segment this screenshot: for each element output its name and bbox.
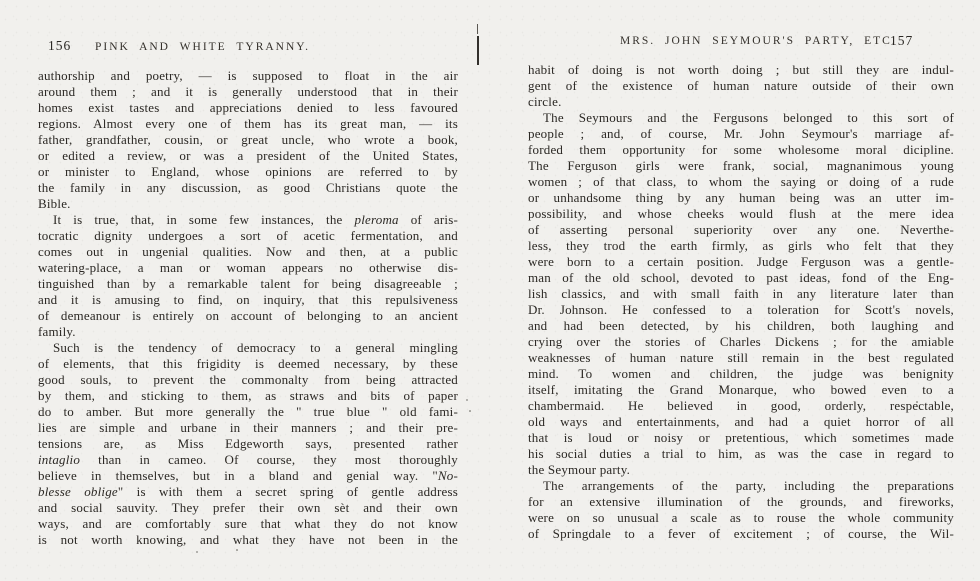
page-number: 157 (890, 33, 914, 48)
text-line: watering-place, a man or woman appears no otherwise dis- (38, 260, 458, 275)
paper-speck (469, 410, 471, 412)
text-line: were on so unusual a scale as to rouse the whole community (528, 510, 954, 525)
text-line: for an extensive illumination of the grounds, and fireworks, (528, 494, 954, 509)
text-line: or minister to England, whose opinions are referred to by (38, 164, 458, 179)
left-page (38, 36, 458, 548)
text-line: and had been detected, by his children, both laughing and (528, 318, 954, 333)
text-line: or edited a review, or was a president of the United States, (38, 148, 458, 163)
text-line: and it is amusing to find, on inquiry, that this repulsiveness (38, 292, 458, 307)
text-line: weaknesses of human nature still remain in the best regulated (528, 350, 954, 365)
text-line: people ; and, of course, Mr. John Seymour's marriage af- (528, 126, 954, 141)
left-page-header (38, 36, 458, 66)
paper-speck (236, 549, 238, 551)
text-line: or unhandsome thing by any human being was an utter im- (528, 190, 954, 205)
text-line: believe in themselves, but in a bland and genial way. "No- (38, 468, 458, 483)
text-line: Such is the tendency of democracy to a general mingling (53, 340, 458, 355)
text-line: the Seymour party. (528, 462, 631, 477)
page-number: 156 (48, 38, 72, 53)
text-line: ways, and are comfortably sure that what they do not know (38, 516, 458, 531)
text-line: regions. Almost every one of them has its great man, — its (38, 116, 458, 131)
text-line: tinguished than by a remarkable talent for being disagreeable ; (38, 276, 458, 291)
text-line: of elements, that this frigidity is deemed necessary, by these (38, 356, 458, 371)
text-line: of demeanour is entirely on account of belonging to an ancient (38, 308, 458, 323)
text-line: mind. To women and children, the judge was benignity (528, 366, 954, 381)
paper-speck (196, 551, 198, 553)
text-line: It is true, that, in some few instances, the pleroma of aris- (53, 212, 458, 227)
text-line: and social sauvity. They prefer their own sèt and their own (38, 500, 458, 515)
text-line: old ways and entertainments, and had a quiet horror of all (528, 414, 954, 429)
text-line: chambermaid. He believed in good, orderly, respectable, (528, 398, 954, 413)
text-line: homes exist tastes and appreciations denied to less favoured (38, 100, 458, 115)
left-page-text (38, 68, 458, 548)
text-line: Dr. Johnson. He confessed to a toleration for Scott's novels, (528, 302, 954, 317)
text-line: forded them opportunity for some wholesome moral dicipline. (528, 142, 954, 157)
right-page-text (528, 62, 954, 542)
text-line: is not worth knowing, and what they have not been in the (38, 532, 458, 547)
text-line: women ; of that class, to whom the saying or doing of a rude (528, 174, 954, 189)
text-line: authorship and poetry, — is supposed to float in the air (38, 68, 458, 83)
gutter-fold-mark (477, 24, 478, 34)
text-line: habit of doing is not worth doing ; but still they are indul- (528, 62, 954, 77)
right-page-header (528, 30, 954, 60)
running-head: PINK AND WHITE TYRANNY. (95, 41, 310, 53)
text-line: around them ; and it is generally understood that in their (38, 84, 458, 99)
text-line: comes out in ungenial qualities. Now and then, at a public (38, 244, 458, 259)
text-line: man of the old school, devoted to past ideas, fond of the Eng- (528, 270, 954, 285)
text-line: by them, and sticking to them, as straws and bits of paper (38, 388, 458, 403)
text-line: blesse oblige" is with them a secret spring of gentle address (38, 484, 458, 499)
text-line: family. (38, 324, 76, 339)
text-line: the family in any discussion, as good Christians quote the (38, 180, 458, 195)
text-line: possibility, and whose cheeks would flush at the mere idea (528, 206, 954, 221)
text-line: gent of the existence of human nature outside of their own (528, 78, 954, 93)
text-line: were born to a certain position. Judge Ferguson was a gentle- (528, 254, 954, 269)
text-line: lish classics, and with small faith in any literature later than (528, 286, 954, 301)
text-line: tensions are, as Miss Edgeworth says, presented rather (38, 436, 458, 451)
text-line: father, grandfather, cousin, or great uncle, who wrote a book, (38, 132, 458, 147)
text-line: that is loud or noisy or pretentious, which sometimes made (528, 430, 954, 445)
text-line: of Springdale to a fever of excitement ; of course, the Wil- (528, 526, 954, 541)
text-line: of asserting personal superiority over any one. Neverthe- (528, 222, 954, 237)
text-line: tocratic dignity undergoes a sort of acetic fermentation, and (38, 228, 458, 243)
text-line: do to amber. But more generally the " true blue " old fami- (38, 404, 458, 419)
paper-speck (916, 401, 918, 403)
right-page (528, 30, 954, 542)
text-line: Bible. (38, 196, 71, 211)
text-line: The arrangements of the party, including the preparations (543, 478, 954, 493)
text-line: intaglio than in cameo. Of course, they most thoroughly (38, 452, 458, 467)
text-line: good souls, to prevent the commonalty from being attracted (38, 372, 458, 387)
running-head: MRS. JOHN SEYMOUR'S PARTY, ETC. (620, 35, 897, 47)
gutter-fold-mark (477, 36, 479, 65)
text-line: crying over the stories of Charles Dickens ; for the amiable (528, 334, 954, 349)
text-line: The Ferguson girls were frank, social, magnanimous young (528, 158, 954, 173)
text-line: less, they trod the earth firmly, as girls who felt that they (528, 238, 954, 253)
text-line: lies are simple and urbane in their manners ; and their pre- (38, 420, 458, 435)
text-line: The Seymours and the Fergusons belonged to this sort of (543, 110, 954, 125)
text-line: itself, imitating the Grand Monarque, who bowed even to a (528, 382, 954, 397)
text-line: circle. (528, 94, 562, 109)
text-line: his social duties a trial to him, as was the case in regard to (528, 446, 954, 461)
paper-speck (466, 399, 468, 401)
